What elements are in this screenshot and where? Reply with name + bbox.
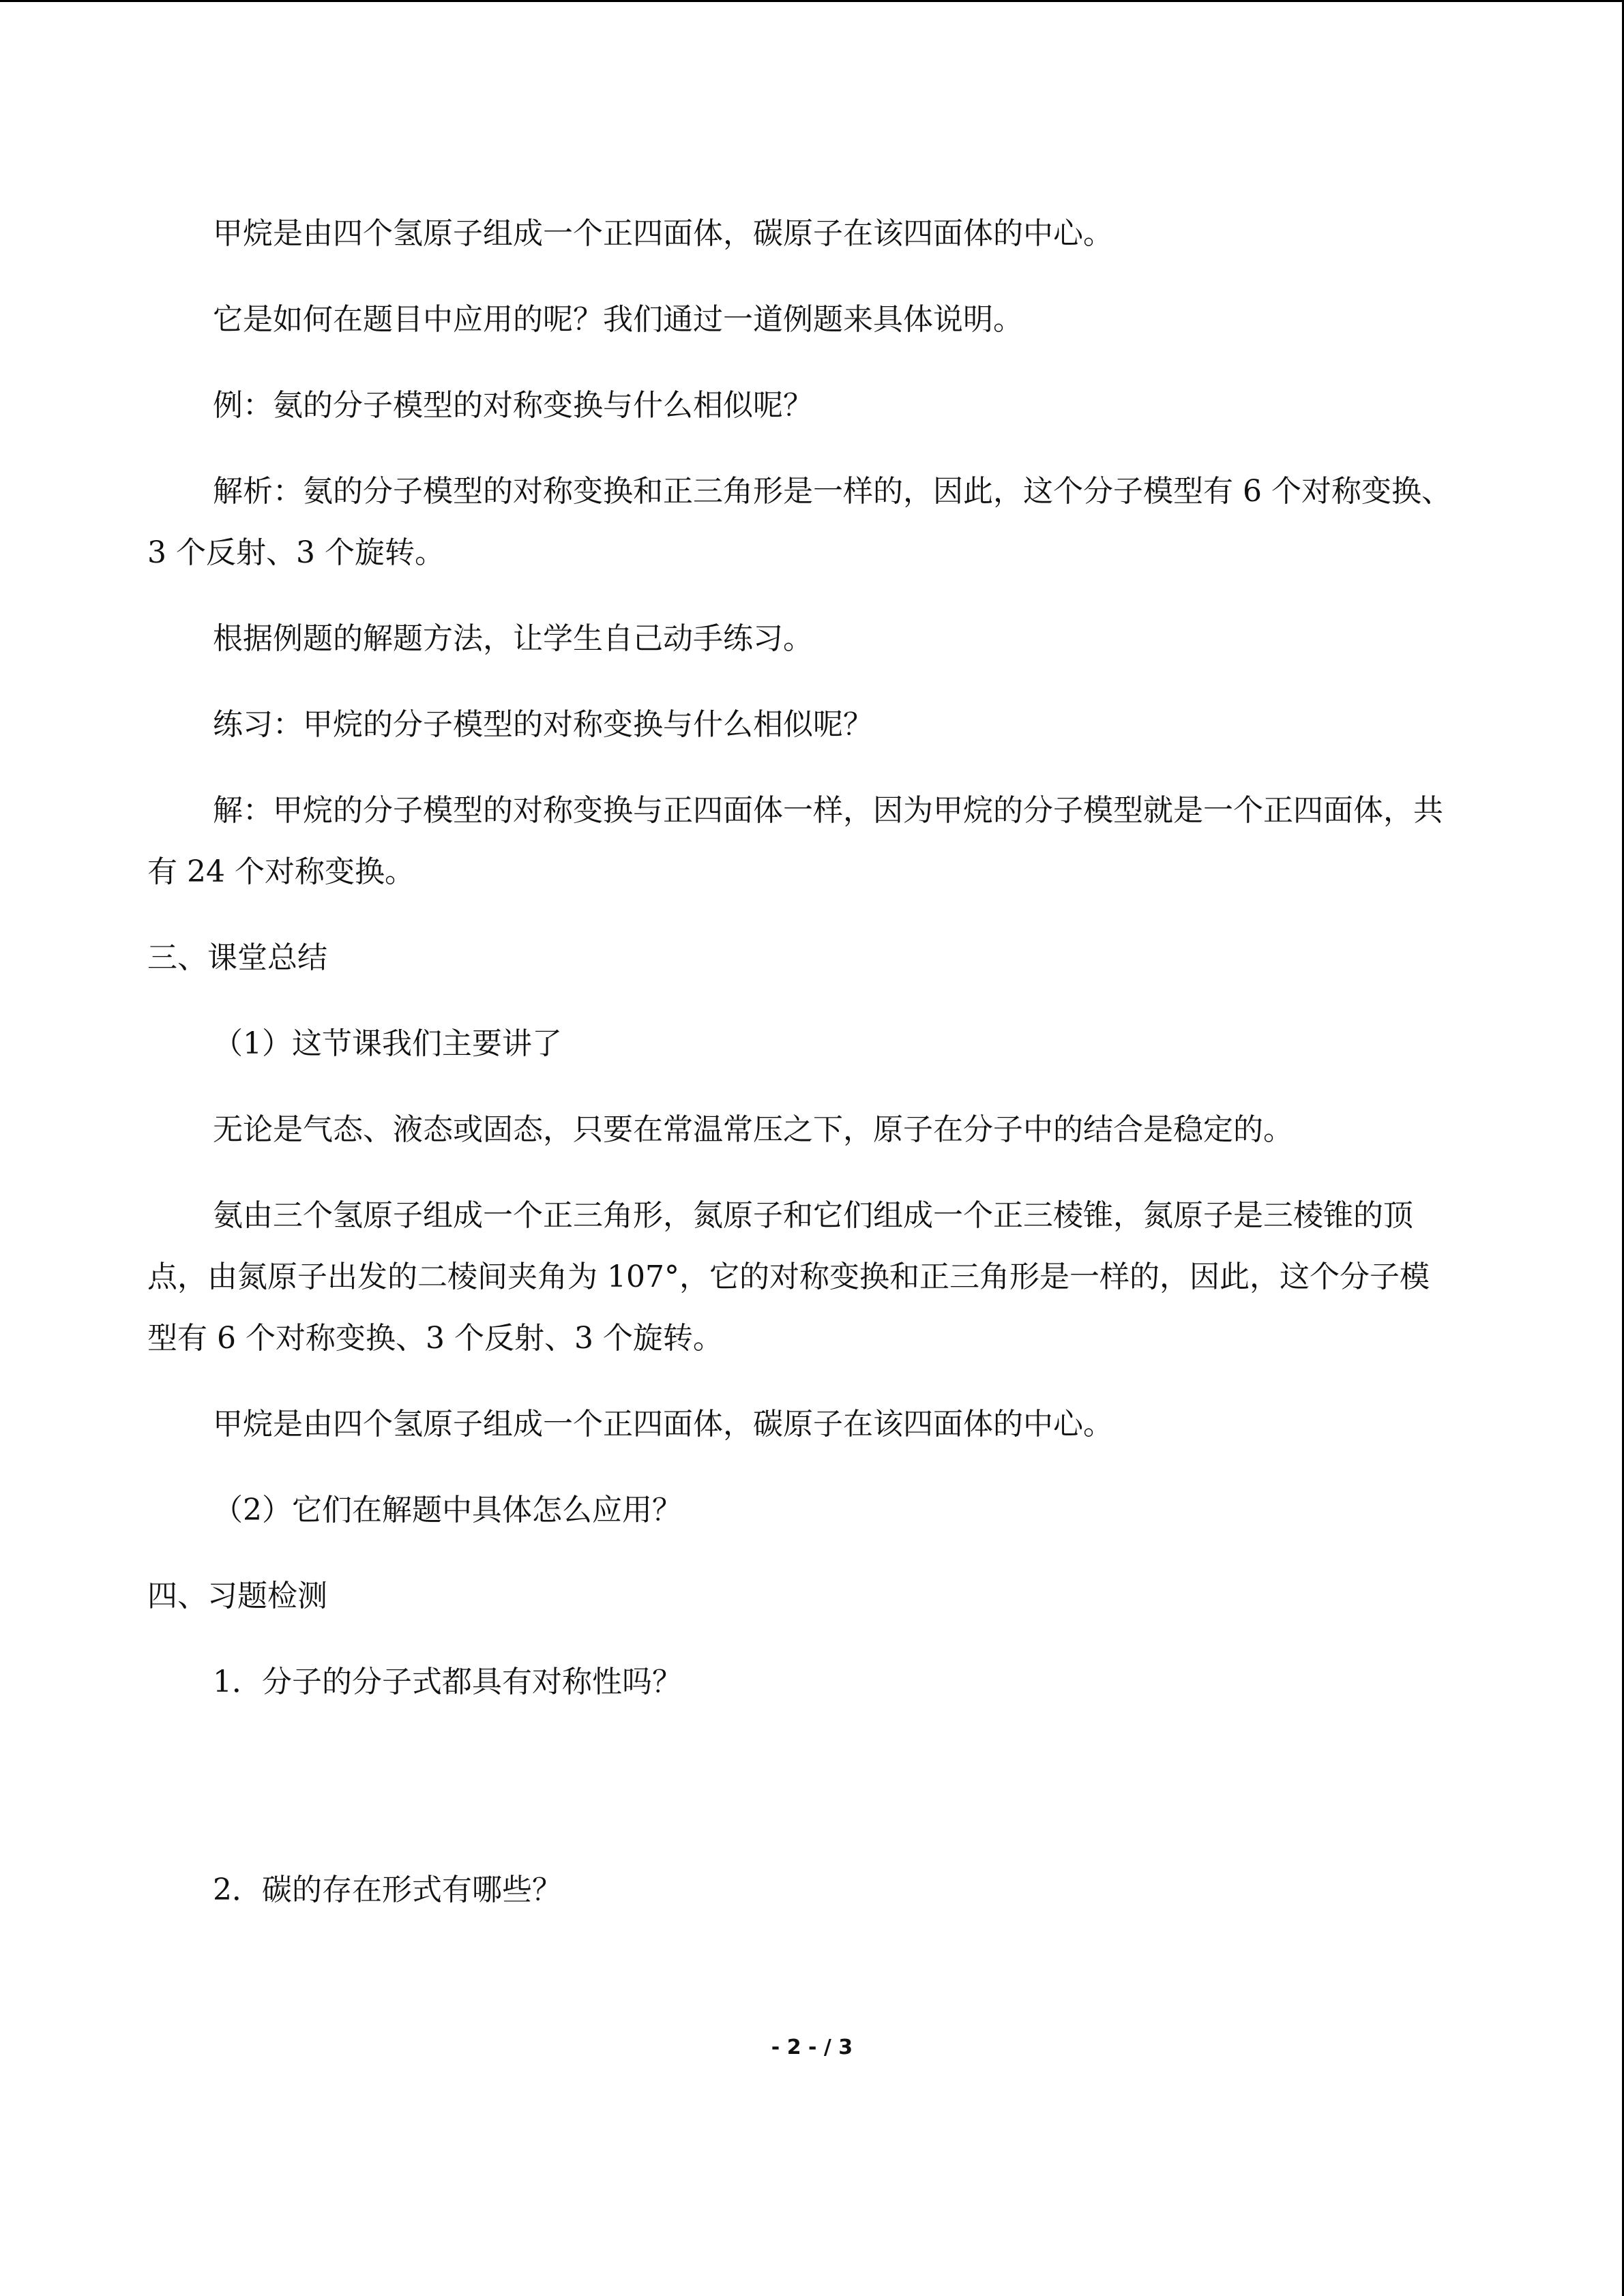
paragraph-practice-question: 练习：甲烷的分子模型的对称变换与什么相似呢？ [213,707,873,742]
heading-class-summary: 三、课堂总结 [147,940,327,975]
paragraph-example-question: 例：氨的分子模型的对称变换与什么相似呢？ [213,388,813,423]
paragraph-practice-intro: 根据例题的解题方法，让学生自己动手练习。 [213,621,813,656]
heading-exercises: 四、习题检测 [147,1579,327,1613]
paragraph-practice-answer: 解：甲烷的分子模型的对称变换与正四面体一样，因为甲烷的分子模型就是一个正四面体，共有 24 个对称变换。 [147,793,1443,889]
paragraph-summary-point-1: （1）这节课我们主要讲了 [213,1026,562,1061]
paragraph-methane-structure-repeat: 甲烷是由四个氢原子组成一个正四面体，碳原子在该四面体的中心。 [213,1407,1113,1442]
paragraph-stability: 无论是气态、液态或固态，只要在常温常压之下，原子在分子中的结合是稳定的。 [213,1112,1293,1147]
document-body [147,203,1457,1921]
page-number: - 2 - / 3 [771,2036,853,2059]
paragraph-ammonia-structure: 氨由三个氢原子组成一个正三角形，氮原子和它们组成一个正三棱锥，氮原子是三棱锥的顶点，由氮原子出发的二棱间夹角为 107°，它的对称变换和正三角形是一样的，因此，这个分子模型有 6 个对称变换、3 个反射、3 个旋转。 [147,1198,1430,1356]
exercise-question-1: 1．分子的分子式都具有对称性吗？ [213,1665,682,1699]
page-border-top [0,0,1624,2]
exercise-question-2: 2．碳的存在形式有哪些？ [213,1873,562,1907]
paragraph-example-analysis: 解析：氨的分子模型的对称变换和正三角形是一样的，因此，这个分子模型有 6 个对称变换、3 个反射、3 个旋转。 [147,474,1451,570]
paragraph-application-intro: 它是如何在题目中应用的呢？我们通过一道例题来具体说明。 [213,302,1023,337]
paragraph-summary-point-2: （2）它们在解题中具体怎么应用？ [213,1493,682,1527]
paragraph-methane-structure: 甲烷是由四个氢原子组成一个正四面体，碳原子在该四面体的中心。 [213,216,1113,251]
